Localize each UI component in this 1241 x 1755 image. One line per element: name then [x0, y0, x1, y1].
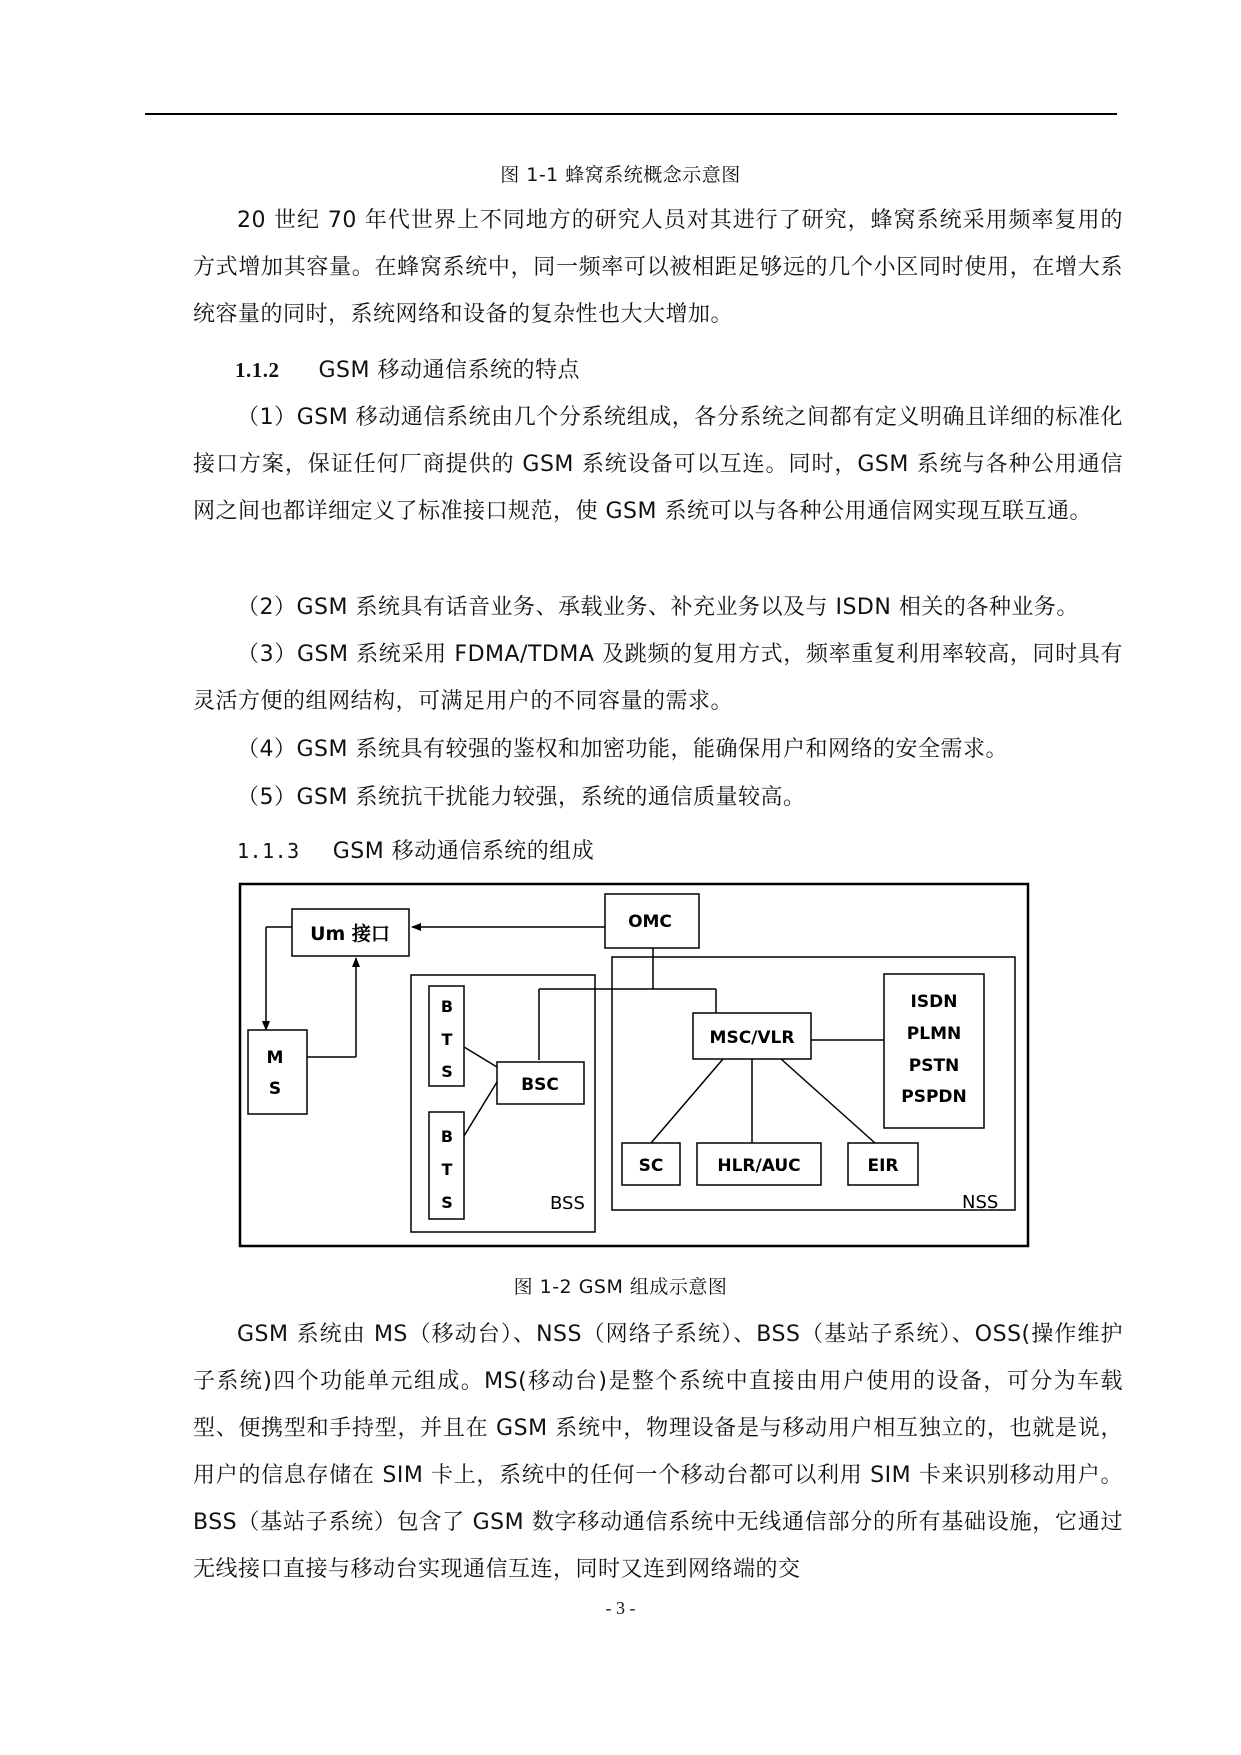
bts-bottom-label-s: S — [441, 1193, 453, 1212]
bts-top-label-t: T — [441, 1030, 453, 1049]
ms-label-line-1: M — [266, 1048, 284, 1068]
omc-label: OMC — [628, 912, 672, 932]
network-isdn-label: ISDN — [910, 992, 958, 1012]
nss-label: NSS — [962, 1192, 999, 1213]
bts-top-label-b: B — [440, 997, 454, 1016]
feature-text: GSM 系统采用 FDMA/TDMA 及跳频的复用方式，频率重复利用率较高，同时具有灵活方便的组网结构，可满足用户的不同容量的需求。 — [193, 642, 1123, 714]
bts-bottom-label-b: B — [440, 1127, 454, 1146]
body-paragraph: GSM 系统由 MS（移动台）、NSS（网络子系统）、BSS（基站子系统）、OSS(操作维护子系统)四个功能单元组成。MS(移动台)是整个系统中直接由用户使用的设备，可分为车载型、便携型和手持型，并且在 GSM 系统中，物理设备是与移动用户相互独立的，也就是说，用户的信息存储在 SIM 卡上，系统中的任何一个移动台都可以利用 SIM 卡来识别移动用户。BSS（基站子系统）包含了 GSM 数字移动通信系统中无线通信部分的所有基础设施，它通过无线接口直接与移动台实现通信互连，同时又连到网络端的交 — [193, 1322, 1123, 1582]
msc-vlr-label: MSC/VLR — [709, 1028, 795, 1048]
bts-top-label-s: S — [441, 1062, 453, 1081]
feature-marker: （2） — [237, 595, 297, 620]
section-number: 1.1.2 — [235, 358, 280, 382]
eir-label: EIR — [867, 1156, 899, 1176]
bss-label: BSS — [550, 1193, 585, 1214]
bsc-label: BSC — [521, 1075, 559, 1095]
feature-marker: （1） — [237, 405, 297, 430]
section-title: GSM 移动通信系统的组成 — [332, 839, 595, 864]
bts-bottom-label-t: T — [441, 1160, 453, 1179]
feature-marker: （5） — [237, 785, 297, 810]
ms-label-line-2: S — [268, 1079, 282, 1099]
section-number: 1.1.3 — [237, 839, 300, 863]
feature-marker: （3） — [237, 642, 297, 667]
sc-label: SC — [638, 1156, 664, 1176]
page-number: - 3 - — [605, 1598, 636, 1618]
figure-1-caption: 图 1-1 蜂窝系统概念示意图 — [500, 164, 741, 186]
um-interface-label: Um 接口 — [310, 923, 390, 945]
network-pstn-label: PSTN — [908, 1056, 960, 1076]
feature-text: GSM 系统抗干扰能力较强，系统的通信质量较高。 — [296, 785, 806, 810]
intro-paragraph: 20 世纪 70 年代世界上不同地方的研究人员对其进行了研究，蜂窝系统采用频率复用的方式增加其容量。在蜂窝系统中，同一频率可以被相距足够远的几个小区同时使用，在增大系统容量的同时，系统网络和设备的复杂性也大大增加。 — [193, 208, 1123, 327]
feature-text: GSM 移动通信系统由几个分系统组成，各分系统之间都有定义明确且详细的标准化接口方案，保证任何厂商提供的 GSM 系统设备可以互连。同时，GSM 系统与各种公用通信网之间也都详细定义了标准接口规范，使 GSM 系统可以与各种公用通信网实现互联互通。 — [193, 405, 1123, 524]
ms-box — [248, 1030, 307, 1114]
network-pspdn-label: PSPDN — [901, 1087, 967, 1107]
figure-2-caption: 图 1-2 GSM 组成示意图 — [513, 1276, 728, 1298]
feature-text: GSM 系统具有话音业务、承载业务、补充业务以及与 ISDN 相关的各种业务。 — [296, 595, 1079, 620]
feature-marker: （4） — [237, 737, 297, 762]
network-plmn-label: PLMN — [906, 1024, 962, 1044]
feature-text: GSM 系统具有较强的鉴权和加密功能，能确保用户和网络的安全需求。 — [296, 737, 1008, 762]
section-title: GSM 移动通信系统的特点 — [318, 358, 580, 383]
hlr-auc-label: HLR/AUC — [717, 1156, 801, 1176]
